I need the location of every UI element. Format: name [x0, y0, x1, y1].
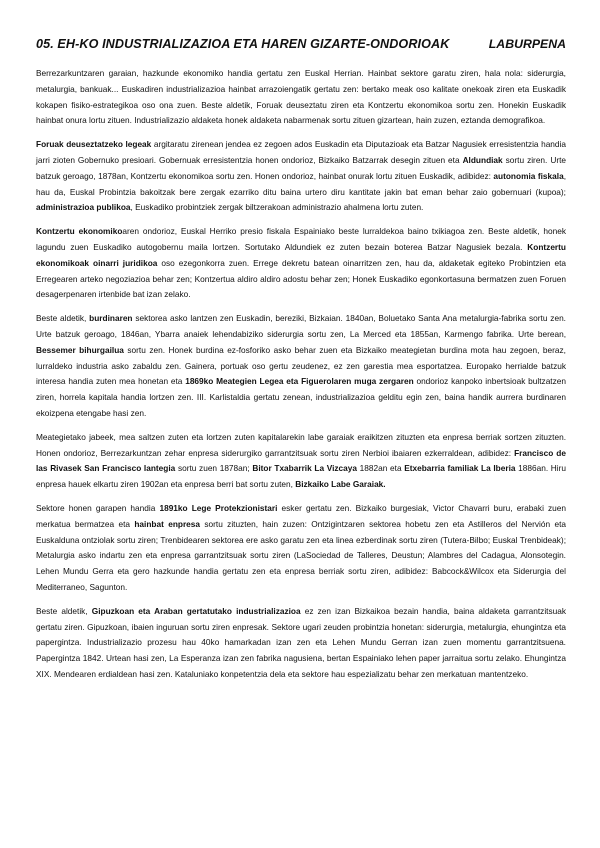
- text-run: Beste aldetik,: [36, 605, 92, 616]
- text-run: esker gertatu zen. Bizkaiko burgesiak, Victor Chavarri buru, erabaki zuen merkatua bermatzea eta: [36, 502, 567, 529]
- paragraph: [36, 137, 566, 216]
- text-run: ez zen izan Bizkaikoa bezain handia, baina aldaketa garrantzitsuak gertatu ziren. Gipuzkoan, ibaien inguruan sortu ziren enpresak. Sektore ugari zeuden probintzia honetan: siderurgia, metalurgia, ehungintza eta papergintza. Industrializazio prozesu hau 40ko hamarkadan izan zen eta Lehen Mundu Gerran izan zuen momentu garrantzitsuena. Papergintza 1842. Urtean hasi zen, La Esperanza izan zen fabrika nagusiena, bertan Espainiako lehen paper jarraitua sortu zelako. Ehungintza XIX. Mendearen erdialdean hasi zen. Kataluniako konpetentzia dela eta sektore hau espezializatu behar zen merkatuan mantentzeko.: [36, 605, 566, 679]
- text-run: sortu zuen 1878an;: [175, 463, 253, 474]
- text-run: sortu zituzten, hain zuzen: Ontzigintzaren sektorea hobetu zen eta Astilleros del Nervión eta Euskalduna ontziolak sortu ziren; Trenbidearen sektorea ere asko garatu zen eta linea ezberdinak sortu ziren (Tutera-Bilbo; Euskal Trenbideak); Metalurgia asko indartu zen eta enpresa garrantzitsuak sortu ziren (LaSociedad de Talleres, Deustun; Alambres del Cadagua, Alonsotegin. Lehen Mundu Gerra eta gero hazkunde handia gertatu zen eta enpresa berriak sortu ziren, adibidez: Babcock&Wilcox eta Siderurgia del Mediterraneo, Sagunton.: [36, 518, 566, 592]
- bold-term: Gipuzkoan eta Araban gertatutako industrializazioa: [91, 605, 301, 616]
- document-body: [36, 66, 566, 691]
- bold-term: 1891ko Lege Protekzionistari: [159, 502, 278, 513]
- text-run: ondorioz kanpoko inbertsioak bultzatzen ziren, horrela kapitala handia lortzen zen. III. Karlistaldia gertatu zenean, industrializazioa gelditu egin zen, baina handik aurrera burdinaren ekoizpena etengabe hasi zen.: [36, 376, 566, 418]
- bold-term: Kontzertu ekonomikoak oinarri juridikoa: [36, 241, 566, 268]
- bold-term: Francisco de las Rivasek San Francisco lantegia: [36, 447, 566, 474]
- paragraph: [36, 430, 566, 493]
- text-run: , hau da, Euskal Probintzia bakoitzak bere zergak ezarriko ditu baina urtero diru kantitate jakin bat eman behar zaio gobernuari (kupoa);: [36, 170, 566, 197]
- text-run: aren ondorioz, Euskal Herriko presio fiskala Espainiako beste lurraldekoa baino txikiagoa zen. Beste aldetik, honek lagundu zuen Euskadiko autogobernu maila lortzen. Sortutako Aldundiek ez zuten bezain boterea Batzar Nagusiek bezala.: [36, 226, 566, 252]
- bold-term: Foruak deuseztatzeko legeak: [36, 139, 152, 150]
- bold-term: Etxebarria familiak La Iberia: [404, 463, 516, 474]
- text-run: 1886an. Hiru enpresa hauek elkartu ziren 1902an eta enpresa berri bat sortu zuten,: [36, 463, 567, 490]
- bold-term: hainbat enpresa: [134, 518, 201, 529]
- bold-term: burdinaren: [89, 313, 133, 324]
- bold-term: Aldundiak: [462, 154, 503, 165]
- page-header: [36, 37, 566, 53]
- text-run: sortu zen. Honek burdina ez-fosforiko asko behar zuen eta Bizkaiko meategietan burdina mota hau zegoen, beraz, lurraldeko industria asko zabaldu zen. Gainera, portuak oso gertu zeudenez, ez zen garestia mea esportatzea. Europako herrialde batzuk interesa handia zuten mea honetan eta: [36, 344, 566, 387]
- text-run: sektorea asko lantzen zen Euskadin, bereziki, Bizkaian. 1840an, Boluetako Santa Ana metalurgia-fabrika sortu zen. Urte batzuk geroago, 1846an, Ybarra anaiek lehendabiziko siderurgia sortu zen, La Merced eta 1855an, Karmengo fabrika. Urte berean,: [36, 313, 566, 339]
- paragraph: [36, 224, 566, 303]
- text-run: oso ezegonkorra zuen. Erregе dekretu batean oinarritzen zen, hau da, aldaketak egiteko Probintzien eta Erregearen arteko negoziazioa behar zen; Kontzertua aldiro aldiro adostu behar zen; Honek Euskadiko egonkortasuna bermatzen zuen Foruen desagerpenaren irtenbide bat izan zelako.: [36, 257, 566, 300]
- summary-tag: LABURPENA: [488, 37, 566, 51]
- text-run: , Euskadiko probintziek zergak biltzerakoan administrazio ahalmena lortu zuten.: [130, 202, 424, 213]
- bold-term: autonomia fiskala: [493, 170, 564, 181]
- page-title: 05. EH-KO INDUSTRIALIZAZIOA ETA HAREN GIZARTE-ONDORIOAK: [36, 37, 450, 51]
- text-run: sortu ziren. Urte batzuk geroago, 1878an, Kontzertu ekonomikoa sortu zen. Honen ondorioz, hainbat onurak lortu zituen Euskadik, adibidez:: [36, 154, 567, 181]
- text-run: Berrezarkuntzaren garaian, hazkunde ekonomiko handia gertatu zen Euskal Herrian. Hainbat sektore garatu ziren, hala nola: siderurgia, metalurgia, bankuak... Euskadiren industrializazioa hainbat arrazoiengatik gertatu zen: bertako meak oso kalitate onekoak ziren eta Euskadik kokapen fisiko-estrategikoa oso ona zuen. Beste aldetik, Foruak deuseztatu ziren eta Kontzertu ekonomikoa sortu zen. Honekin Euskadik hainbat onura lortu zituen. Industrializazio aldaketa honek aldaketa nabarmenak sortu zituen gizartean, hain zuzen, eztanda demografikoa.: [36, 68, 566, 126]
- paragraph: [36, 66, 566, 129]
- text-run: argitaratu zirenean jendea ez zegoen ados Euskadin eta Diputazioak eta Batzar Nagusiek erresistentzia handia jarri zioten Gobernuko presioari. Gobernuak erresistentzia honen ondorioz, Bizkaiko Batzarrak desegin zituen eta: [36, 139, 566, 165]
- paragraph: [36, 604, 566, 683]
- bold-term: Kontzertu ekonomiko: [36, 226, 123, 237]
- text-run: 1882an eta: [357, 463, 405, 474]
- paragraph: [36, 501, 566, 596]
- bold-term: administrazioa publikoa: [36, 202, 131, 213]
- text-run: Sektore honen garapen handia: [36, 502, 160, 513]
- bold-term: 1869ko Meategien Legea eta Figuerolaren muga zergaren: [185, 376, 414, 387]
- text-run: Beste aldetik,: [36, 313, 90, 324]
- bold-term: Bessemer bihurgailua: [36, 344, 124, 355]
- text-run: Meategietako jabeek, mea saltzen zuten eta lortzen zuten kapitalarekin labe garaiak eraikitzen zituzten eta enpresa berriak sortzen zituzten. Honen ondorioz, Berrezarkuntzan zehar enpresa siderurgiko garrantzitsuak sortu ziren Nerbioi ibaiaren ezkerraldean, adibidez:: [36, 431, 566, 458]
- bold-term: Bitor Txabarrik La Vizcaya: [252, 463, 358, 474]
- bold-term: Bizkaiko Labe Garaiak.: [295, 479, 386, 490]
- paragraph: [36, 311, 566, 422]
